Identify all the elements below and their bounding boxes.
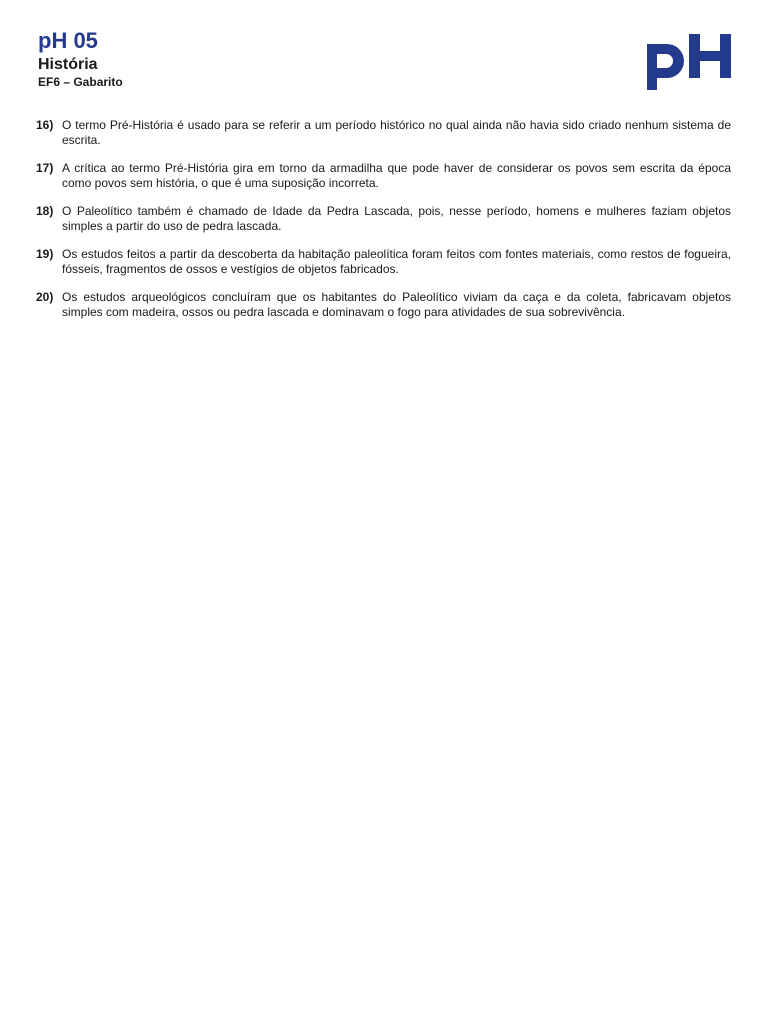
answer-number: 18) <box>36 204 54 218</box>
subject-title: História <box>38 56 98 73</box>
booklet-code: pH 05 <box>38 28 98 53</box>
answer-number: 17) <box>36 161 54 175</box>
answer-list <box>36 118 731 333</box>
document-subtitle: EF6 – Gabarito <box>38 75 123 89</box>
answer-item <box>36 161 731 190</box>
answer-item <box>36 290 731 319</box>
answer-text: Os estudos feitos a partir da descoberta da habitação paleolítica foram feitos com fontes materiais, como restos de fogueira, fósseis, fragmentos de ossos e vestígios de objetos fabricados. <box>62 247 731 276</box>
document-header <box>38 28 123 89</box>
answer-item <box>36 204 731 233</box>
answer-item <box>36 247 731 276</box>
answer-number: 16) <box>36 118 54 132</box>
answer-text: O Paleolítico também é chamado de Idade da Pedra Lascada, pois, nesse período, homens e mulheres faziam objetos simples a partir do uso de pedra lascada. <box>62 204 731 233</box>
answer-number: 19) <box>36 247 54 261</box>
ph-logo-icon <box>647 34 733 92</box>
answer-text: O termo Pré-História é usado para se referir a um período histórico no qual ainda não havia sido criado nenhum sistema de escrita. <box>62 118 731 147</box>
answer-text: A crítica ao termo Pré-História gira em torno da armadilha que pode haver de considerar os povos sem escrita da época como povos sem história, o que é uma suposição incorreta. <box>62 161 731 190</box>
answer-number: 20) <box>36 290 54 304</box>
answer-item <box>36 118 731 147</box>
answer-text: Os estudos arqueológicos concluíram que os habitantes do Paleolítico viviam da caça e da coleta, fabricavam objetos simples com madeira, ossos ou pedra lascada e dominavam o fogo para atividades de sua sobrevivência. <box>62 290 731 319</box>
